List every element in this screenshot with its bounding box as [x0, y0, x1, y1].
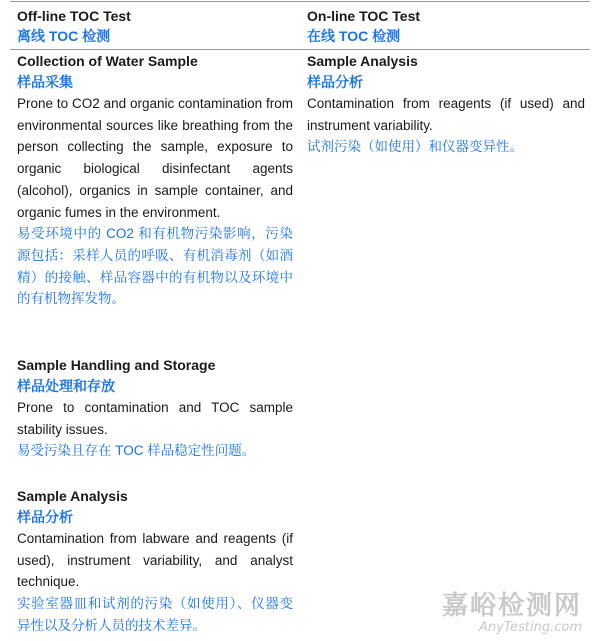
section-title-cn: 样品分析 — [307, 74, 363, 90]
watermark-text-cn: 嘉峪检测网 — [441, 591, 582, 621]
offline-section-analysis — [17, 486, 293, 637]
offline-header-cell — [17, 6, 293, 46]
section-body-cn: 实验室器皿和试剂的污染（如使用）、仪器变异性以及分析人员的技术差异。 — [17, 596, 293, 633]
online-header-title: On-line TOC Test — [307, 8, 421, 24]
section-body: Prone to CO2 and organic contamination from environmental sources like breathing from the person collecting the sample, exposure to organic biological disinfectant agents (alcohol), organics in sample container, and organic fumes in the environment. — [17, 96, 293, 220]
table-top-rule — [10, 1, 590, 2]
site-watermark — [442, 591, 582, 635]
table-header-rule — [10, 49, 590, 50]
offline-header-title-cn: 离线 TOC 检测 — [17, 28, 111, 44]
offline-section-collection — [17, 51, 293, 310]
section-title-cn: 样品分析 — [17, 509, 73, 525]
section-body: Prone to contamination and TOC sample stability issues. — [17, 400, 293, 437]
offline-section-handling — [17, 355, 293, 462]
section-title: Sample Analysis — [307, 53, 418, 69]
section-body: Contamination from labware and reagents (if used), instrument variability, and analyst technique. — [17, 531, 293, 590]
section-title-cn: 样品采集 — [17, 74, 73, 90]
section-body: Contamination from reagents (if used) and instrument variability. — [307, 96, 585, 133]
section-title: Sample Analysis — [17, 488, 128, 504]
section-body-cn: 易受环境中的 CO2 和有机物污染影响，污染源包括：采样人员的呼吸、有机消毒剂（如酒精）的接触、样品容器中的有机物以及环境中的有机物挥发物。 — [17, 226, 293, 307]
online-header-cell — [307, 6, 585, 46]
section-body-cn: 试剂污染（如使用）和仪器变异性。 — [307, 139, 523, 155]
online-header-title-cn: 在线 TOC 检测 — [307, 28, 401, 44]
section-body-cn: 易受污染且存在 TOC 样品稳定性问题。 — [17, 443, 256, 459]
online-section-analysis — [307, 51, 585, 158]
section-title-cn: 样品处理和存放 — [17, 378, 115, 394]
section-title: Collection of Water Sample — [17, 53, 198, 69]
offline-header-title: Off-line TOC Test — [17, 8, 131, 24]
watermark-text-en: AnyTesting.com — [478, 620, 582, 635]
section-title: Sample Handling and Storage — [17, 357, 216, 373]
